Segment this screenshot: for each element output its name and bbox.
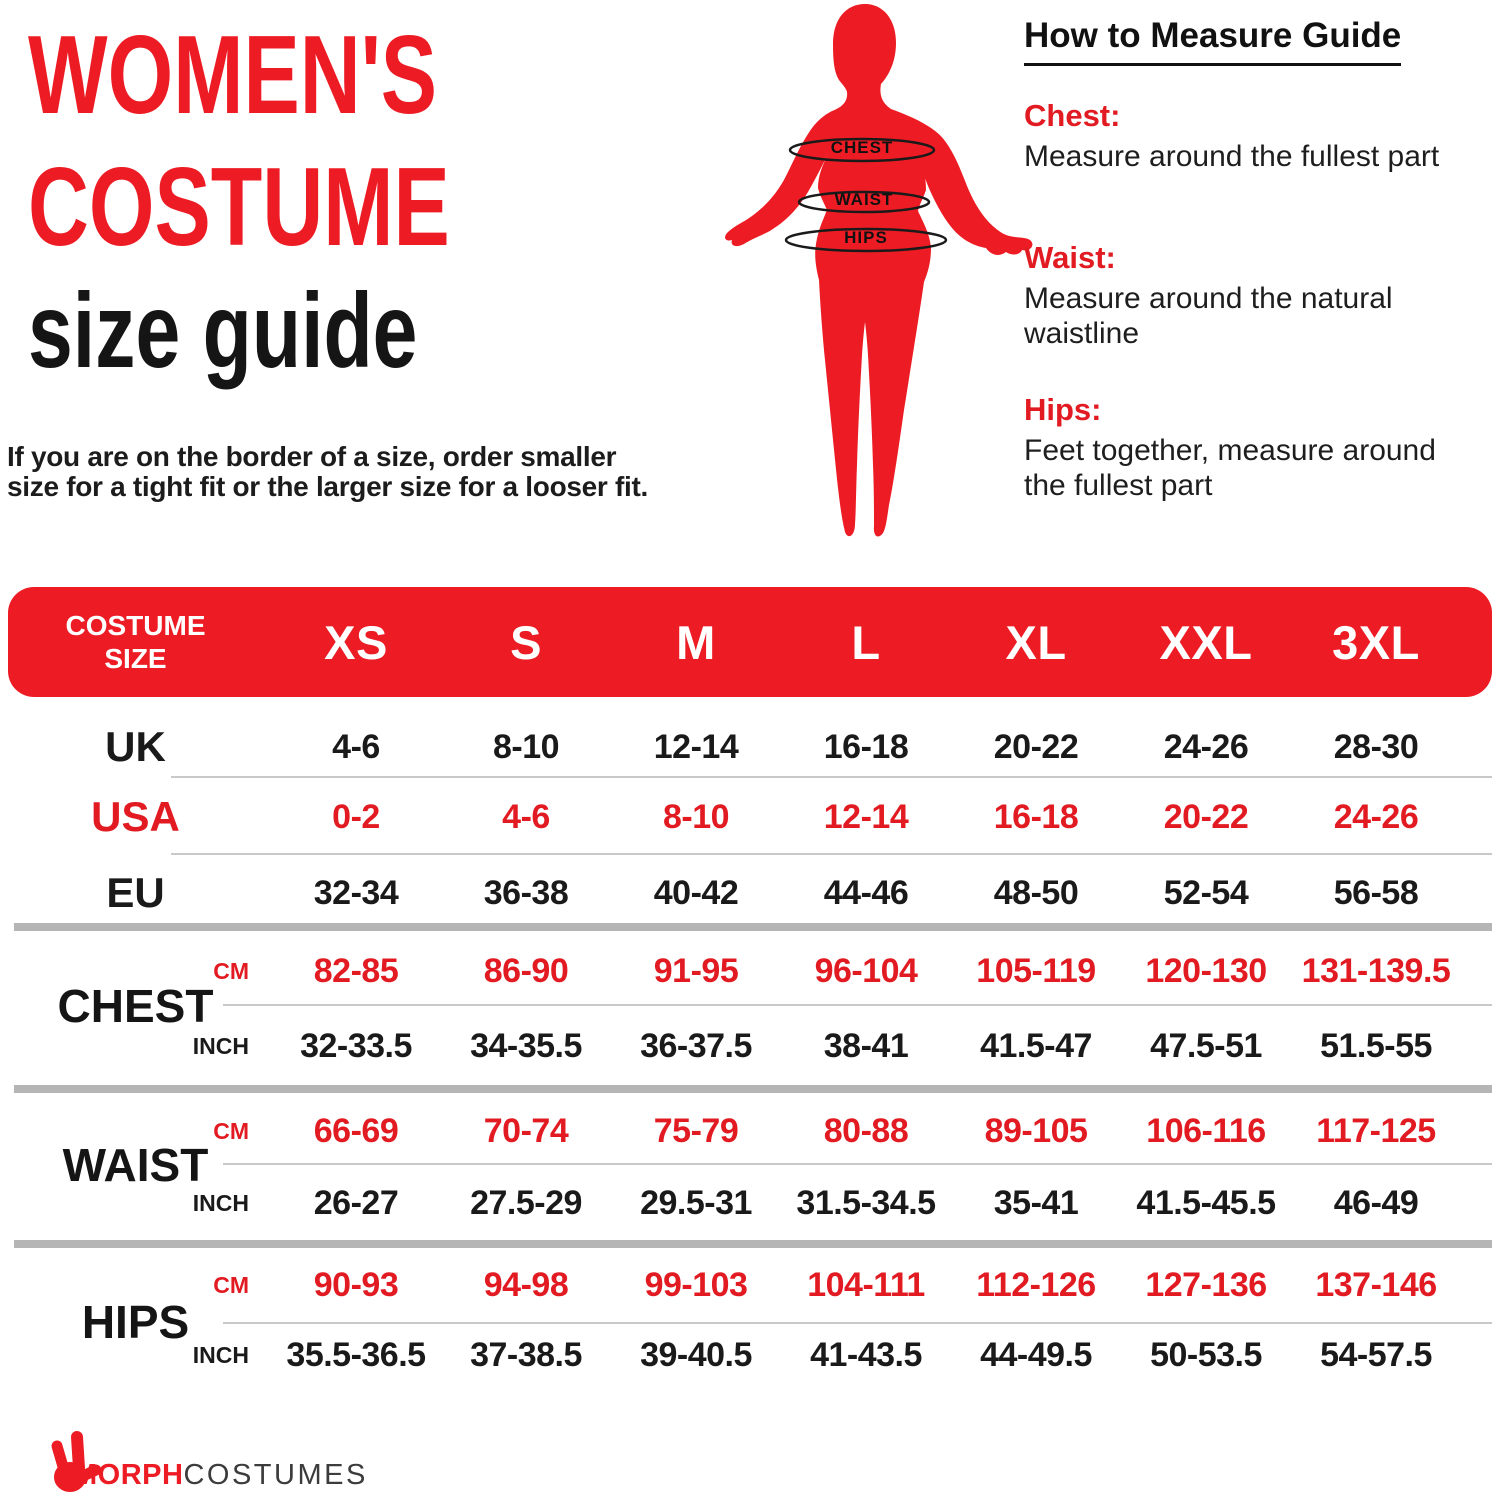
table-row-eu — [0, 857, 1461, 929]
chest-inch-value: 41.5-47 — [980, 1026, 1092, 1065]
size-column-header-m: M — [676, 615, 716, 669]
measure-guide-waist-label: Waist: — [1024, 240, 1116, 275]
title-line-costume: COSTUME — [28, 145, 450, 269]
waist-band-label: WAIST — [834, 190, 894, 209]
chest-band-label: CHEST — [830, 138, 894, 157]
unit-label-cm: CM — [213, 1117, 249, 1144]
measure-guide-waist — [1024, 240, 1464, 351]
hips-band-label: HIPS — [844, 228, 888, 247]
size-column-header-xs: XS — [324, 615, 388, 669]
hips-inch-value: 37-38.5 — [470, 1335, 582, 1374]
hips-cm-value: 104-111 — [807, 1265, 925, 1304]
section-label-hips: HIPS — [81, 1296, 190, 1348]
waist-cm-value: 106-116 — [1146, 1111, 1266, 1150]
chest-inch-row — [0, 1014, 1461, 1078]
waist-cm-value: 117-125 — [1316, 1111, 1436, 1150]
section-divider — [14, 1085, 1492, 1093]
hips-inch-value: 50-53.5 — [1150, 1335, 1262, 1374]
waist-cm-value: 66-69 — [313, 1111, 399, 1150]
divider — [171, 776, 1492, 778]
measure-guide-chest-text: Measure around the fullest part — [1024, 140, 1440, 173]
size-column-header-3xl: 3XL — [1332, 615, 1420, 669]
logo-costumes-text: COSTUMES — [183, 1459, 368, 1491]
eu-value: 40-42 — [653, 873, 739, 912]
usa-value: 4-6 — [502, 797, 550, 836]
size-column-header-l: L — [851, 615, 881, 669]
size-column-header-s: S — [510, 615, 542, 669]
uk-value: 16-18 — [823, 727, 909, 766]
usa-value: 20-22 — [1163, 797, 1249, 836]
logo-morph-text: MORPH — [73, 1459, 184, 1491]
sizing-note-line1: If you are on the border of a size, order smaller — [7, 441, 617, 472]
usa-value: 0-2 — [332, 797, 380, 836]
usa-value: 8-10 — [662, 797, 730, 836]
waist-cm-value: 70-74 — [483, 1111, 569, 1150]
chest-inch-value: 38-41 — [823, 1026, 909, 1065]
waist-inch-value: 35-41 — [993, 1183, 1079, 1222]
waist-inch-value: 31.5-34.5 — [796, 1183, 936, 1222]
row-label-uk: UK — [105, 723, 166, 770]
size-table-header-row — [0, 587, 1461, 697]
table-row-usa — [0, 781, 1461, 853]
chest-inch-value: 36-37.5 — [640, 1026, 752, 1065]
measure-guide-hips-label: Hips: — [1024, 392, 1102, 427]
measure-guide-waist-text: Measure around the natural waistline — [1024, 282, 1393, 350]
measure-guide-hips — [1024, 392, 1464, 503]
chest-inch-value: 47.5-51 — [1150, 1026, 1262, 1065]
hips-inch-value: 41-43.5 — [810, 1335, 922, 1374]
usa-value: 16-18 — [993, 797, 1079, 836]
chest-inch-value: 32-33.5 — [300, 1026, 412, 1065]
unit-label-inch: INCH — [192, 1189, 249, 1216]
hips-cm-value: 112-126 — [976, 1265, 1096, 1304]
unit-label-cm: CM — [213, 957, 249, 984]
waist-inch-value: 41.5-45.5 — [1136, 1183, 1276, 1222]
row-label-usa: USA — [91, 793, 180, 840]
divider — [171, 853, 1492, 855]
divider — [223, 1163, 1492, 1165]
measure-guide-chest — [1024, 98, 1464, 174]
eu-value: 48-50 — [993, 873, 1079, 912]
section-label-waist: WAIST — [62, 1139, 209, 1191]
chest-cm-value: 96-104 — [814, 951, 918, 990]
eu-value: 52-54 — [1163, 873, 1249, 912]
eu-value: 32-34 — [313, 873, 399, 912]
hips-cm-value: 99-103 — [644, 1265, 748, 1304]
usa-value: 24-26 — [1333, 797, 1419, 836]
table-row-uk — [0, 711, 1461, 783]
unit-label-cm: CM — [213, 1271, 249, 1298]
uk-value: 4-6 — [332, 727, 380, 766]
chest-cm-value: 86-90 — [483, 951, 569, 990]
hips-inch-value: 44-49.5 — [980, 1335, 1092, 1374]
hips-cm-value: 127-136 — [1145, 1265, 1267, 1304]
waist-cm-value: 75-79 — [653, 1111, 739, 1150]
chest-inch-value: 34-35.5 — [470, 1026, 582, 1065]
section-divider — [14, 1240, 1492, 1248]
unit-label-inch: INCH — [192, 1341, 249, 1368]
hips-inch-value: 39-40.5 — [640, 1335, 752, 1374]
waist-cm-value: 80-88 — [823, 1111, 909, 1150]
uk-value: 24-26 — [1163, 727, 1249, 766]
hips-cm-value: 94-98 — [483, 1265, 569, 1304]
hips-cm-value: 90-93 — [313, 1265, 399, 1304]
size-table — [0, 587, 1500, 1495]
chest-cm-value: 91-95 — [653, 951, 739, 990]
usa-value: 12-14 — [823, 797, 909, 836]
hips-inch-value: 54-57.5 — [1320, 1335, 1432, 1374]
waist-cm-row — [0, 1099, 1461, 1163]
eu-value: 44-46 — [823, 873, 909, 912]
title-line-womens: WOMEN'S — [28, 13, 438, 137]
measure-guide-hips-text: Feet together, measure around the fullest part — [1024, 434, 1436, 502]
waist-inch-value: 29.5-31 — [640, 1183, 752, 1222]
eu-value: 56-58 — [1333, 873, 1419, 912]
chest-cm-value: 105-119 — [976, 951, 1096, 990]
chest-cm-value: 120-130 — [1145, 951, 1267, 990]
title-line-size-guide: size guide — [28, 272, 418, 390]
hips-cm-row — [0, 1253, 1461, 1317]
waist-inch-value: 26-27 — [313, 1183, 399, 1222]
size-column-header-xl: XL — [1005, 615, 1067, 669]
chest-inch-value: 51.5-55 — [1320, 1026, 1432, 1065]
morphcostumes-logo — [43, 1428, 368, 1493]
measure-guide-heading-text: How to Measure Guide — [1024, 16, 1401, 66]
section-divider — [14, 923, 1492, 931]
size-column-header-xxl: XXL — [1159, 615, 1253, 669]
female-silhouette-shape — [725, 4, 1032, 537]
divider — [223, 1004, 1492, 1006]
waist-cm-value: 89-105 — [984, 1111, 1088, 1150]
uk-value: 20-22 — [993, 727, 1079, 766]
uk-value: 28-30 — [1333, 727, 1419, 766]
uk-value: 8-10 — [492, 727, 560, 766]
waist-inch-value: 27.5-29 — [470, 1183, 582, 1222]
section-label-chest: CHEST — [57, 980, 214, 1032]
measure-guide-heading — [1024, 16, 1464, 66]
hips-inch-row — [0, 1323, 1461, 1387]
row-label-eu: EU — [106, 869, 165, 916]
logo-wordmark — [73, 1461, 368, 1490]
sizing-note — [7, 442, 648, 502]
waist-inch-row — [0, 1171, 1461, 1235]
measure-guide-chest-label: Chest: — [1024, 98, 1121, 133]
hips-cm-value: 137-146 — [1315, 1265, 1437, 1304]
chest-cm-row — [0, 939, 1461, 1003]
unit-label-inch: INCH — [192, 1032, 249, 1059]
waist-inch-value: 46-49 — [1333, 1183, 1419, 1222]
chest-cm-value: 131-139.5 — [1301, 951, 1451, 990]
uk-value: 12-14 — [653, 727, 739, 766]
chest-cm-value: 82-85 — [313, 951, 399, 990]
eu-value: 36-38 — [483, 873, 569, 912]
sizing-note-line2: size for a tight fit or the larger size for a looser fit. — [7, 471, 649, 502]
female-silhouette-figure — [690, 0, 1040, 545]
costume-size-header: COSTUME SIZE — [65, 610, 206, 674]
hips-inch-value: 35.5-36.5 — [286, 1335, 426, 1374]
